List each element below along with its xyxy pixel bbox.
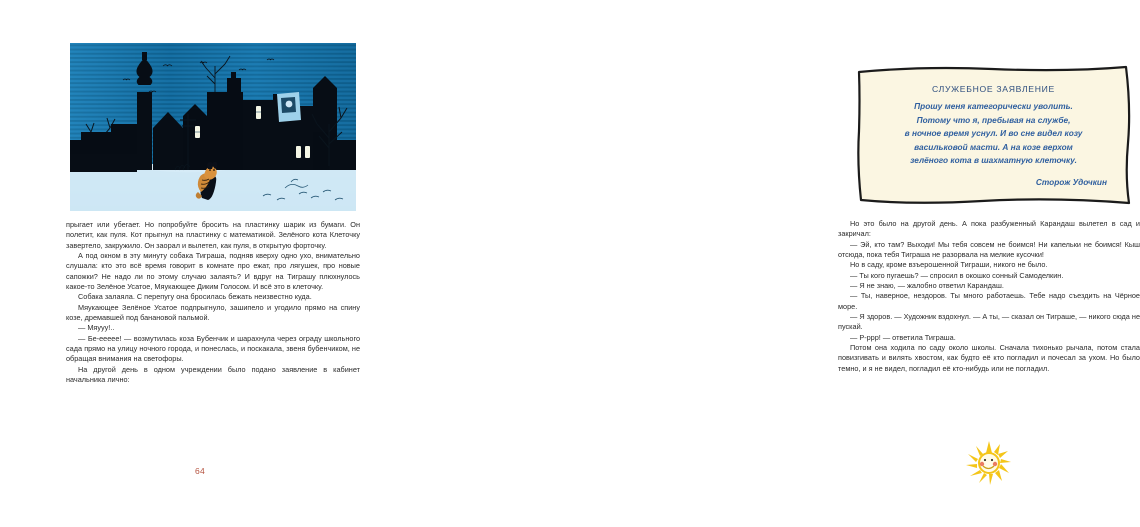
illustration-canvas: [67, 36, 359, 214]
paragraph-dialogue: — Ты кого пугаешь? — спросил в окошко сонный Самоделкин.: [850, 270, 1064, 280]
paragraph: Но это было на другой день. А пока разбуженный Карандаш вылетел в сад и закричал:: [838, 219, 1140, 239]
paragraph-dialogue: — Р-ррр! — ответила Тиграша.: [850, 332, 956, 342]
sun-eye-left: [984, 459, 986, 461]
service-statement-note: [852, 63, 1135, 208]
sun-cheek-left: [980, 462, 984, 466]
paragraph-dialogue: — Я здоров. — Художник вздохнул. — А ты, — сказал он Тиграше, — никого сюда не пускай.: [838, 312, 1140, 332]
paragraph: Мяукающее Зелёное Усатое подпрыгнуло, зашипело и угодило прямо на спину козе, дремавшей под банановой пальмой.: [66, 302, 360, 323]
paragraph: Потом она ходила по саду около школы. Сначала тихонько рычала, потом стала повизгивать и вилять хвостом, как будто её кто погладил и почесал за ухом. Но было темно, и я не видел, погладил её кто-нибудь или не погладил.: [838, 343, 1140, 373]
left-page-text-column: [66, 220, 360, 386]
sun-svg: [965, 440, 1013, 486]
note-title: СЛУЖЕБНОЕ ЗАЯВЛЕНИЕ: [932, 84, 1055, 95]
paragraph: А под окном в эту минуту собака Тиграша, подняв кверху одно ухо, внимательно слушала: кто это всё время говорит в комнате про ежат, про лягушек, про новые сапожки? Не надо ли по этому случаю залаять? И вдруг на Тиграшу плюхнулось какое-то Зелёное Усатое, Мяукающее Диким Голосом. И всё это в клеточку.: [66, 251, 360, 292]
sun-eye-right: [991, 459, 993, 461]
note-line: в ночное время уснул. И во сне видел козу: [904, 128, 1083, 139]
illustration-svg: [67, 36, 359, 214]
paragraph-dialogue: — Бе-еееее! — возмутилась коза Бубенчик и шарахнула через ограду школьного сада прямо на улицу ночного города, и понеслась, и поскакала, звеня бубенчиком, не обращая внимания на светофоры.: [66, 333, 360, 364]
paragraph-dialogue: — Ты, наверное, нездоров. Ты много работаешь. Тебе надо съездить на Чёрное море.: [838, 291, 1140, 311]
lit-attic-window: [277, 92, 301, 122]
paragraph: прыгает или убегает. Но попробуйте бросить на пластинку шарик из бумаги. Он полетит, как пуля. Кот прыгнул на пластинку с математикой. Зелёного кота Клеточку завертело, закружило. Он заорал и вылетел, как пуля, в открытую форточку.: [66, 220, 360, 250]
tower-silhouette: [136, 52, 152, 170]
right-page-text-column: [838, 219, 1140, 374]
left-page: [0, 0, 400, 527]
paragraph: Но в саду, кроме взъерошенной Тиграши, никого не было.: [850, 260, 1048, 270]
paragraph-dialogue: — Эй, кто там? Выходи! Мы тебя совсем не боимся! Ни капельки не боимся! Кыш отсюда, пока тебя Тиграша не разорвала на мелкие кусочки!: [838, 239, 1140, 260]
sun-cheek-right: [993, 462, 997, 466]
right-page: [400, 0, 1140, 527]
note-signature: Сторож Удочкин: [1035, 176, 1107, 187]
note-line: Прошу меня категорически уволить.: [914, 101, 1073, 112]
paragraph-dialogue: — Мяууу!..: [78, 323, 115, 333]
paragraph: Собака залаяла. С перепугу она бросилась бежать неизвестно куда.: [78, 292, 312, 302]
note-line: зелёного кота в шахматную клеточку.: [910, 155, 1077, 166]
smiling-sun-decoration: [965, 440, 1013, 486]
paragraph-dialogue: — Я не знаю, — жалобно ответил Карандаш.: [850, 281, 1004, 291]
paragraph: На другой день в одном учреждении было подано заявление в кабинет начальника лично:: [66, 364, 360, 385]
note-line: васильковой масти. А на козе верхом: [914, 141, 1073, 152]
night-city-illustration: [67, 36, 359, 214]
note-content: [852, 63, 1135, 208]
page-number: 64: [194, 466, 206, 476]
note-line: Потому что я, пребывая на службе,: [916, 114, 1071, 125]
